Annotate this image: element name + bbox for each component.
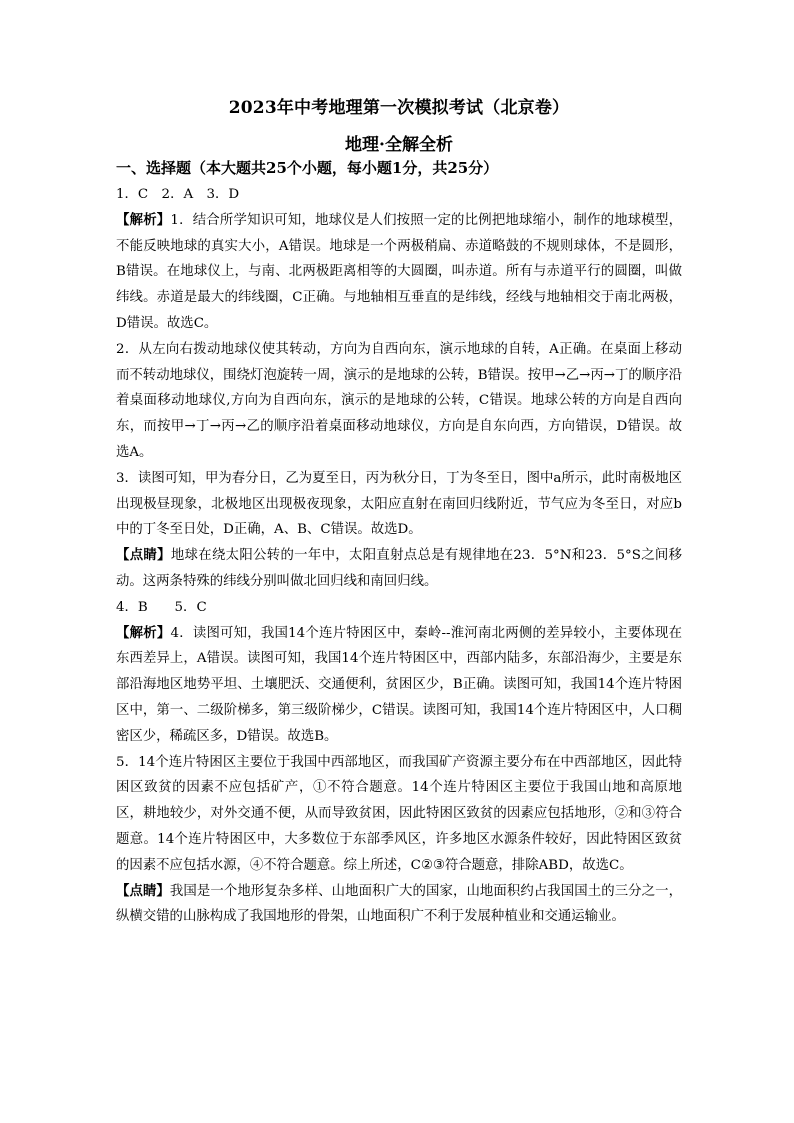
paragraph-text: 4．读图可知，我国14个连片特困区中，秦岭--淮河南北两侧的差异较小，主要体现在东西差异上，A错误。读图可知，我国14个连片特困区中，西部内陆多，东部沿海少，主要是东部沿海地区地势平坦、土壤肥沃、交通便利，贫困区少，B正确。读图可知，我国14个连片特困区中，第一、二级阶梯多，第三级阶梯少，C错误。读图可知，我国14个连片特困区中，人口稠密区少，稀疏区多，D错误。故选B。: [116, 625, 683, 744]
key-point-paragraph: [116, 543, 682, 595]
key-point-paragraph: [116, 879, 682, 931]
paragraph-text: 1．结合所学知识可知，地球仪是人们按照一定的比例把地球缩小，制作的地球模型，不能反映地球的真实大小，A错误。地球是一个两极稍扁、赤道略鼓的不规则球体，不是圆形，B错误。在地球仪上，与南、北两极距离相等的大圆圈，叫赤道。所有与赤道平行的圆圈，叫做纬线。赤道是最大的纬线圈，C正确。与地轴相互垂直的是纬线，经线与地轴相交于南北两极，D错误。故选C。: [116, 212, 682, 331]
answer-key: 4．B 5．C: [116, 599, 207, 615]
paragraph-tag: 【解析】: [116, 624, 171, 641]
analysis-paragraph: [116, 621, 682, 750]
paragraph-tag: 【点睛】: [116, 547, 171, 564]
paragraph-text: 我国是一个地形复杂多样、山地面积广大的国家，山地面积约占我国国土的三分之一，纵横交错的山脉构成了我国地形的骨架，山地面积广不利于发展种植业和交通运输业。: [116, 883, 683, 925]
paragraph-tag: 【点睛】: [116, 882, 170, 899]
analysis-paragraph: 2．从左向右拨动地球仪使其转动，方向为自西向东，演示地球的自转，A正确。在桌面上移动而不转动地球仪，围绕灯泡旋转一周，演示的是地球的公转，B错误。按甲→乙→丙→丁的顺序沿着桌面移动地球仪,方向为自西向东，演示的是地球的公转，C错误。地球公转的方向是自西向东，而按甲→丁→丙→乙的顺序沿着桌面移动地球仪，方向是自东向西，方向错误，D错误。故选A。: [116, 341, 682, 460]
analysis-paragraph: 3．读图可知，甲为春分日，乙为夏至日，丙为秋分日，丁为冬至日，图中a所示，此时南极地区出现极昼现象，北极地区出现极夜现象，太阳应直射在南回归线附近，节气应为冬至日，对应b中的丁冬至日处，D正确，A、B、C错误。故选D。: [116, 470, 682, 538]
analysis-paragraph: [116, 208, 682, 337]
section-heading: 一、选择题（本大题共25个小题，每小题1分，共25分）: [116, 159, 499, 177]
paragraph-tag: 【解析】: [116, 211, 171, 228]
document-subtitle: 地理·全解全析: [345, 135, 453, 155]
document-body: [116, 182, 682, 930]
answer-key: 1．C 2．A 3．D: [116, 187, 240, 202]
analysis-paragraph: 5．14个连片特困区主要位于我国中西部地区，而我国矿产资源主要分布在中西部地区，因此特困区致贫的因素不应包括矿产，①不符合题意。14个连片特困区主要位于我国山地和高原地区，耕地较少，对外交通不便，从而导致贫困，因此特困区致贫的因素应包括地形，②和③符合题意。14个连片特困区中，大多数位于东部季风区，许多地区水源条件较好，因此特困区致贫的因素不应包括水源，④不符合题意。综上所述，C②③符合题意，排除ABD，故选C。: [116, 754, 682, 873]
document-title: 2023年中考地理第一次模拟考试（北京卷）: [228, 98, 570, 118]
paragraph-text: 地球在绕太阳公转的一年中，太阳直射点总是有规律地在23．5°N和23．5°S之间移动。这两条特殊的纬线分别叫做北回归线和南回归线。: [116, 548, 683, 589]
